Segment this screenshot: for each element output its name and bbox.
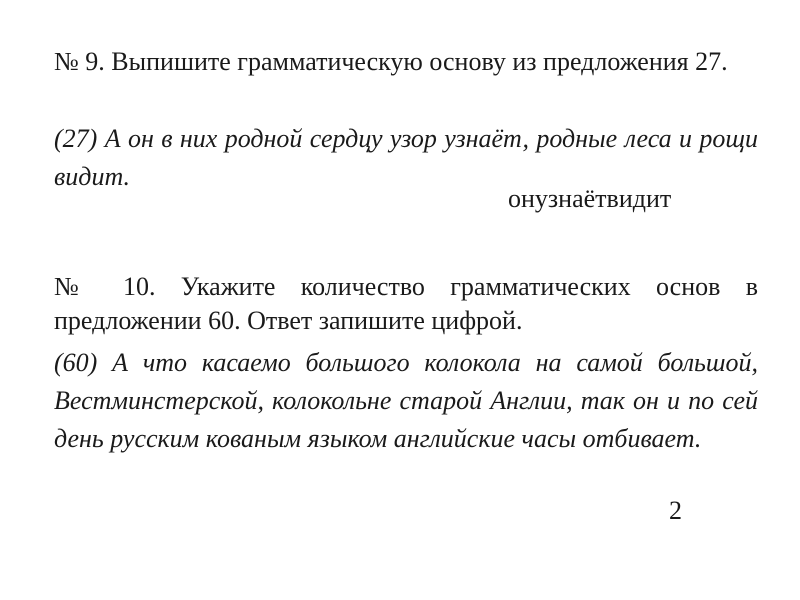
sentence-60: (60) А что касаемо большого колокола на самой большой, Вестминстерской, колокольне старой Англии, так он и по сей день русским кованым языком английские часы отбивает.	[54, 348, 758, 453]
task-10-question: № 10. Укажите количество грамматических основ в предложении 60. Ответ запишите цифрой.	[54, 272, 758, 335]
task-9-question: № 9. Выпишите грамматическую основу из предложения 27.	[54, 47, 728, 76]
task-9-answer: онузнаётвидит	[508, 184, 672, 213]
sentence-27: (27) А он в них родной сердцу узор узнаёт, родные леса и рощи видит.	[54, 124, 758, 191]
task-10-answer: 2	[669, 496, 682, 525]
